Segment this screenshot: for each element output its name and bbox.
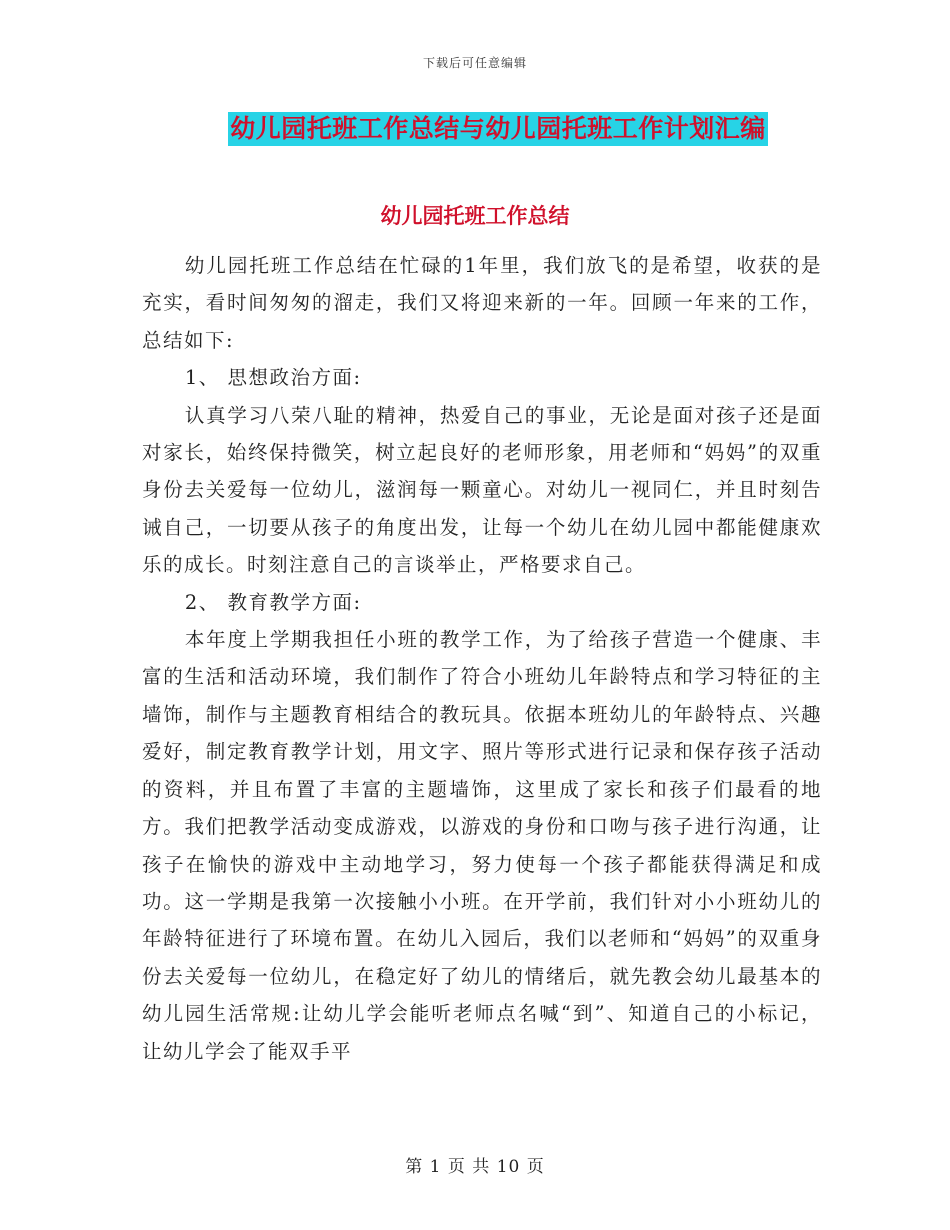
document-title: 幼儿园托班工作总结与幼儿园托班工作计划汇编 xyxy=(228,112,768,146)
document-title-container xyxy=(0,112,950,146)
heading-teaching: 2、 教育教学方面: xyxy=(184,590,362,614)
page-footer: 第 1 页 共 10 页 xyxy=(405,1157,545,1177)
paragraph-teaching: 本年度上学期我担任小班的教学工作，为了给孩子营造一个健康、丰富的生活和活动环境，我们制作了符合小班幼儿年龄特点和学习特征的主墙饰，制作与主题教育相结合的教玩具。依据本班幼儿的年龄特点、兴趣爱好，制定教育教学计划，用文字、照片等形式进行记录和保存孩子活动的资料，并且布置了丰富的主题墙饰，这里成了家长和孩子们最看的地方。我们把教学活动变成游戏，以游戏的身份和口吻与孩子进行沟通，让孩子在愉快的游戏中主动地学习，努力使每一个孩子都能获得满足和成功。这一学期是我第一次接触小小班。在开学前，我们针对小小班幼儿的年龄特征进行了环境布置。在幼儿入园后，我们以老师和“妈妈”的双重身份去关爱每一位幼儿，在稳定好了幼儿的情绪后，就先教会幼儿最基本的幼儿园生活常规:让幼儿学会能听老师点名喊“到”、知道自己的小标记，让幼儿学会了能双手平 xyxy=(142,628,822,1063)
header-note: 下载后可任意编辑 xyxy=(422,56,527,70)
body-text xyxy=(142,247,822,1070)
paragraph-intro: 幼儿园托班工作总结在忙碌的1年里，我们放飞的是希望，收获的是充实，看时间匆匆的溜走，我们又将迎来新的一年。回顾一年来的工作，总结如下: xyxy=(142,254,822,352)
section-title: 幼儿园托班工作总结 xyxy=(380,204,570,228)
paragraph-politics: 认真学习八荣八耻的精神，热爱自己的事业，无论是面对孩子还是面对家长，始终保持微笑，树立起良好的老师形象，用老师和“妈妈”的双重身份去关爱每一位幼儿，滋润每一颗童心。对幼儿一视同仁，并且时刻告诫自己，一切要从孩子的角度出发，让每一个幼儿在幼儿园中都能健康欢乐的成长。时刻注意自己的言谈举止，严格要求自己。 xyxy=(142,403,822,577)
heading-politics: 1、 思想政治方面: xyxy=(184,366,362,390)
